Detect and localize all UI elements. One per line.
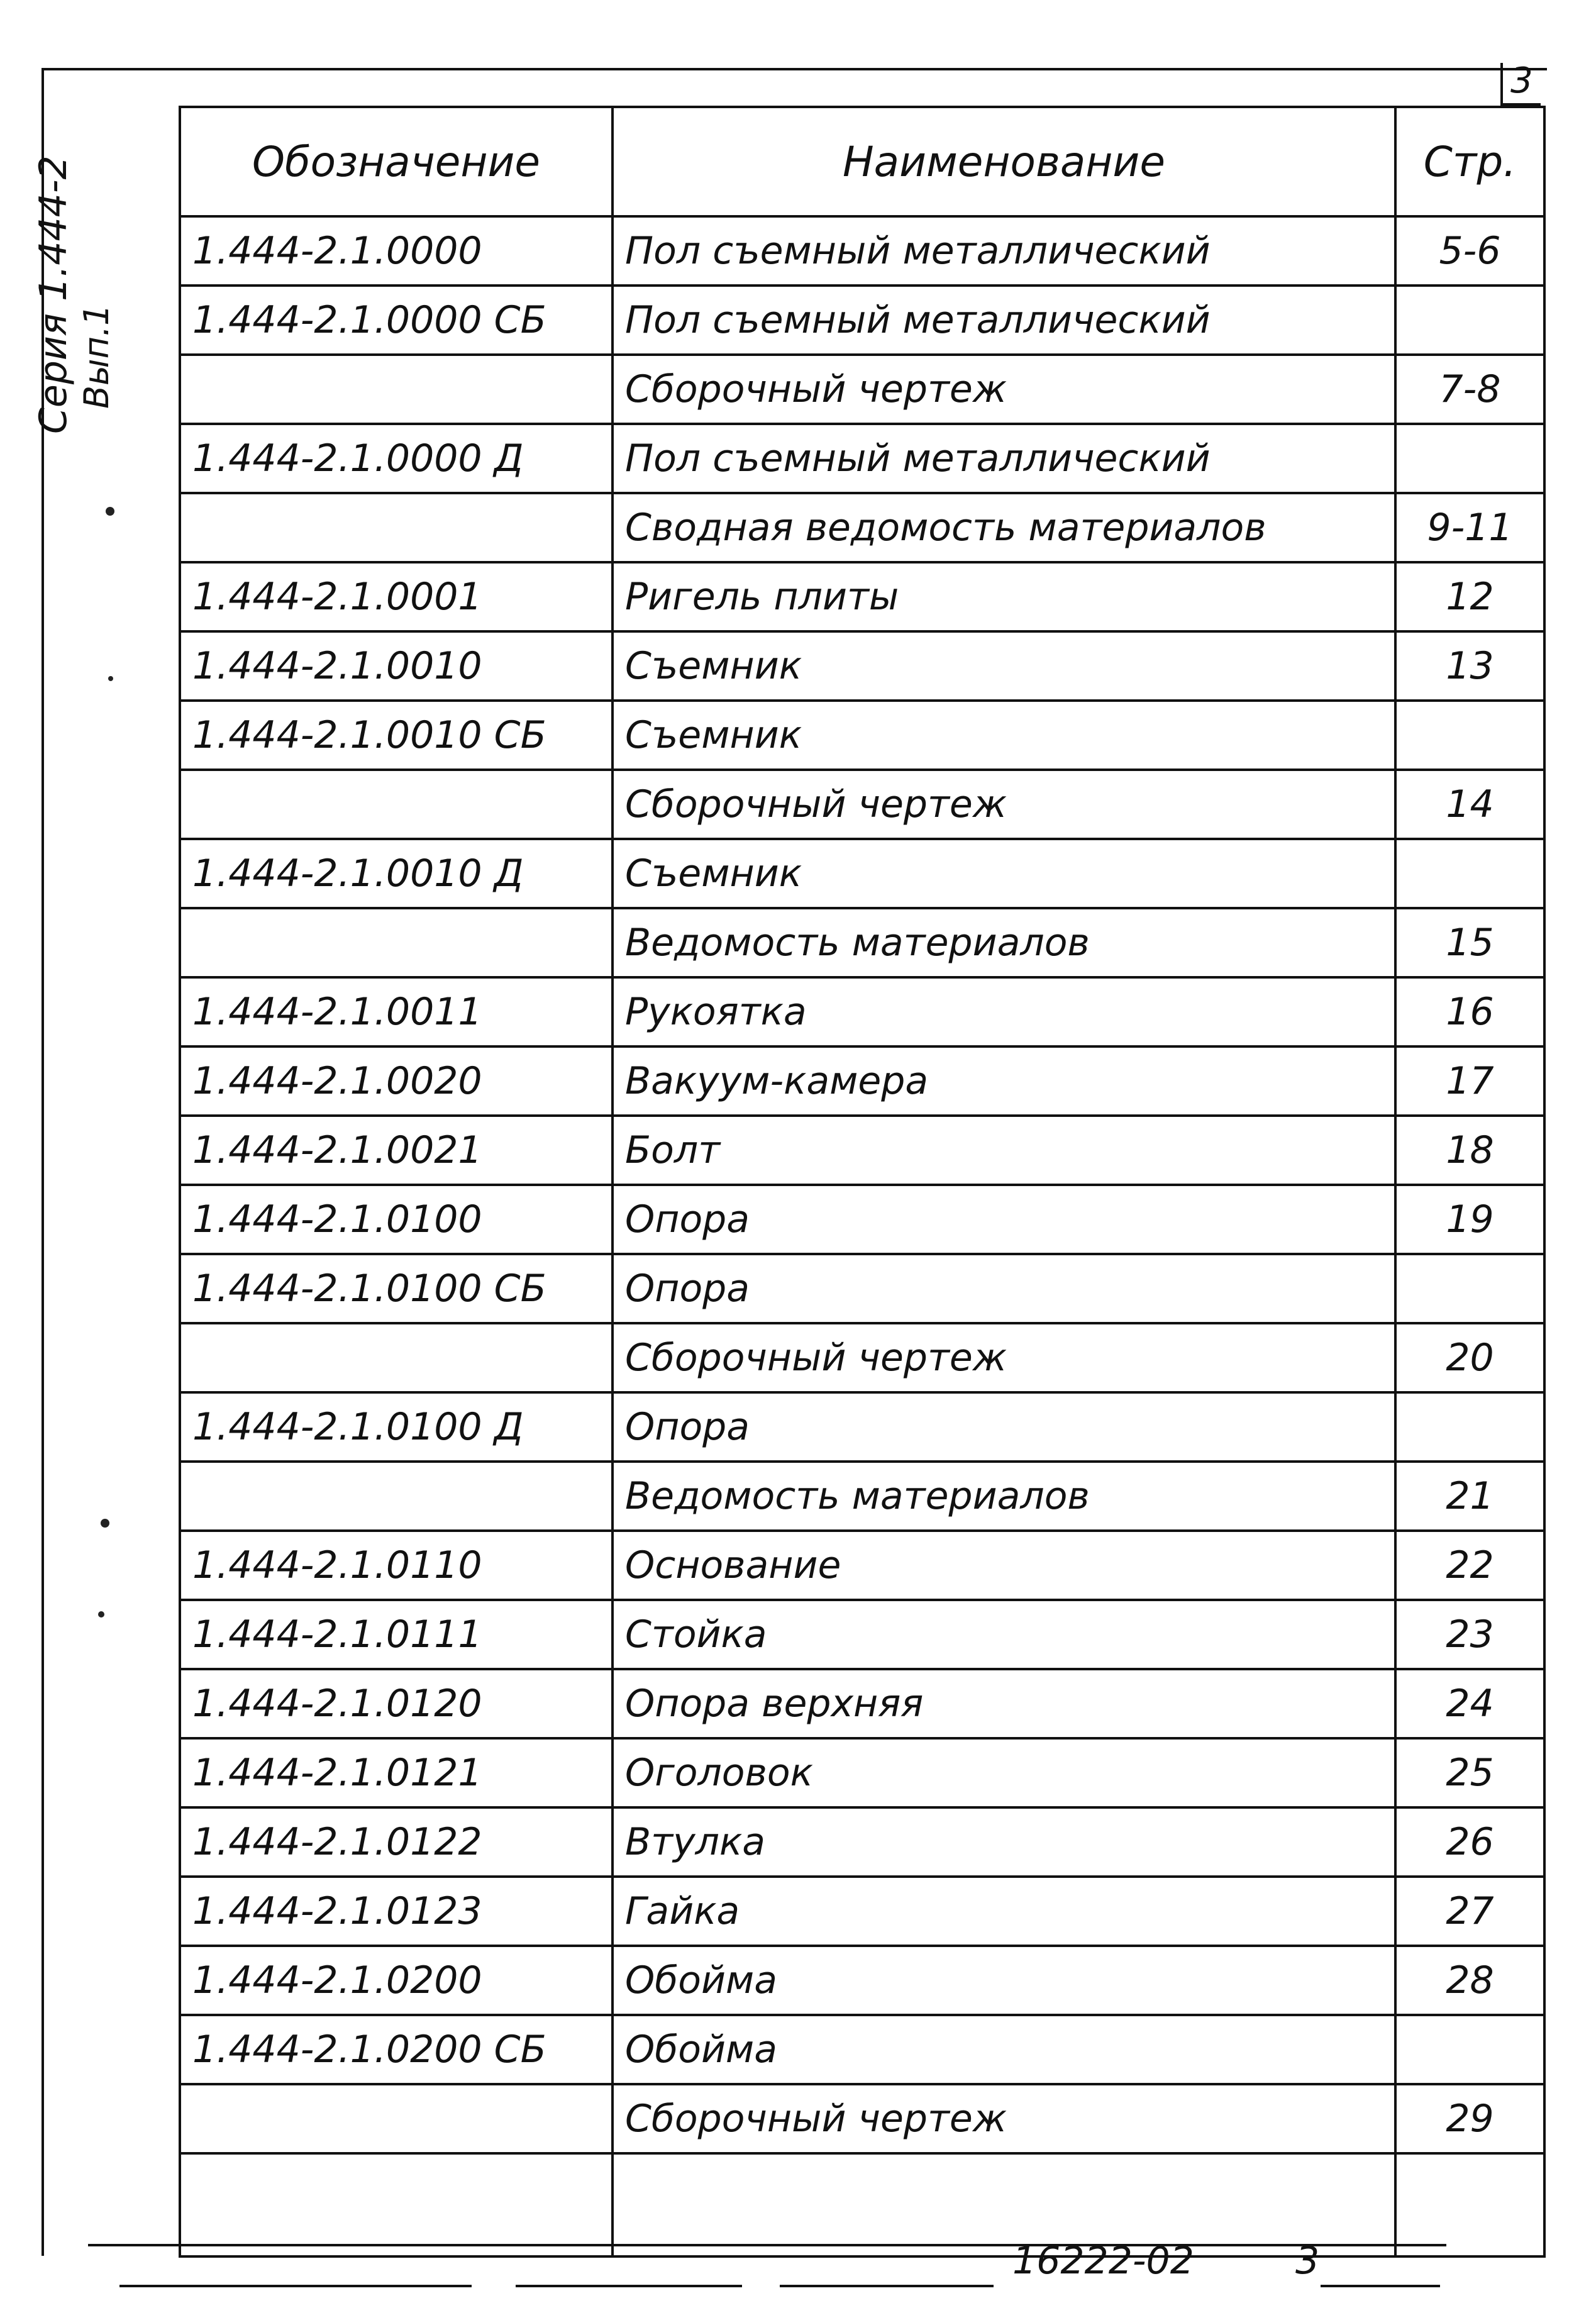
designation-cell — [180, 2084, 612, 2153]
designation-cell: 1.444-2.1.0100 СБ — [180, 1254, 612, 1323]
designation-cell: 1.444-2.1.0020 — [180, 1046, 612, 1116]
name-cell: Сборочный чертеж — [612, 355, 1395, 424]
designation-cell — [180, 908, 612, 977]
page-cell — [1395, 1254, 1544, 1323]
table-row — [180, 216, 1544, 286]
speck — [101, 1519, 109, 1528]
side-stamp-series: Серия 1.444-2 — [31, 155, 75, 434]
page-cell: 25 — [1395, 1738, 1544, 1807]
table-row — [180, 562, 1544, 631]
table-row — [180, 1946, 1544, 2015]
header-designation: Обозначение — [180, 107, 612, 216]
page-cell: 14 — [1395, 770, 1544, 839]
designation-cell: 1.444-2.1.0000 — [180, 216, 612, 286]
name-cell: Опора — [612, 1392, 1395, 1462]
page-cell: 26 — [1395, 1807, 1544, 1877]
designation-cell: 1.444-2.1.0010 — [180, 631, 612, 701]
page-cell: 28 — [1395, 1946, 1544, 2015]
designation-cell: 1.444-2.1.0100 — [180, 1185, 612, 1254]
page-cell: 29 — [1395, 2084, 1544, 2153]
name-cell: Сводная ведомость материалов — [612, 493, 1395, 562]
name-cell: Опора — [612, 1254, 1395, 1323]
table-row — [180, 1738, 1544, 1807]
contents-table — [179, 106, 1546, 2258]
name-cell: Обойма — [612, 2015, 1395, 2084]
page-cell: 23 — [1395, 1600, 1544, 1669]
page-cell — [1395, 424, 1544, 493]
name-cell: Пол съемный металлический — [612, 286, 1395, 355]
table-header-row — [180, 107, 1544, 216]
table-row — [180, 2015, 1544, 2084]
designation-cell: 1.444-2.1.0120 — [180, 1669, 612, 1738]
empty-cell — [612, 2153, 1395, 2256]
table-row — [180, 631, 1544, 701]
designation-cell: 1.444-2.1.0110 — [180, 1531, 612, 1600]
page-cell — [1395, 286, 1544, 355]
name-cell: Сборочный чертеж — [612, 1323, 1395, 1392]
page-cell: 24 — [1395, 1669, 1544, 1738]
designation-cell: 1.444-2.1.0010 СБ — [180, 701, 612, 770]
header-name: Наименование — [612, 107, 1395, 216]
table-row — [180, 1600, 1544, 1669]
designation-cell — [180, 1462, 612, 1531]
designation-cell: 1.444-2.1.0200 СБ — [180, 2015, 612, 2084]
table-row — [180, 839, 1544, 908]
page-cell: 21 — [1395, 1462, 1544, 1531]
footer-rule — [119, 2285, 472, 2287]
page-cell: 17 — [1395, 1046, 1544, 1116]
page-cell: 5-6 — [1395, 216, 1544, 286]
document-code: 16222-02 — [1012, 2239, 1194, 2283]
designation-cell: 1.444-2.1.0111 — [180, 1600, 612, 1669]
header-page: Стр. — [1395, 107, 1544, 216]
page-cell: 18 — [1395, 1116, 1544, 1185]
page-cell: 16 — [1395, 977, 1544, 1046]
table-row — [180, 1531, 1544, 1600]
name-cell: Обойма — [612, 1946, 1395, 2015]
table-row — [180, 1462, 1544, 1531]
name-cell: Вакуум-камера — [612, 1046, 1395, 1116]
speck — [106, 507, 114, 516]
page-cell — [1395, 839, 1544, 908]
name-cell: Ведомость материалов — [612, 908, 1395, 977]
table-row — [180, 1046, 1544, 1116]
name-cell: Основание — [612, 1531, 1395, 1600]
name-cell: Опора — [612, 1185, 1395, 1254]
speck — [98, 1611, 104, 1618]
speck — [108, 676, 113, 681]
page-cell — [1395, 2015, 1544, 2084]
page-cell: 7-8 — [1395, 355, 1544, 424]
page-cell: 27 — [1395, 1877, 1544, 1946]
table-row — [180, 286, 1544, 355]
footer-rule — [1321, 2285, 1440, 2287]
footer-sheet-number: 3 — [1295, 2239, 1320, 2283]
table-row — [180, 1392, 1544, 1462]
empty-cell — [180, 2153, 612, 2256]
name-cell: Сборочный чертеж — [612, 2084, 1395, 2153]
name-cell: Пол съемный металлический — [612, 424, 1395, 493]
name-cell: Гайка — [612, 1877, 1395, 1946]
name-cell: Ведомость материалов — [612, 1462, 1395, 1531]
page-cell: 9-11 — [1395, 493, 1544, 562]
name-cell: Ригель плиты — [612, 562, 1395, 631]
name-cell: Съемник — [612, 839, 1395, 908]
page-cell: 20 — [1395, 1323, 1544, 1392]
table-row — [180, 2084, 1544, 2153]
name-cell: Съемник — [612, 701, 1395, 770]
table-row — [180, 1877, 1544, 1946]
designation-cell — [180, 770, 612, 839]
table-row — [180, 977, 1544, 1046]
table-row — [180, 1254, 1544, 1323]
name-cell: Стойка — [612, 1600, 1395, 1669]
designation-cell: 1.444-2.1.0200 — [180, 1946, 612, 2015]
designation-cell — [180, 355, 612, 424]
page-cell — [1395, 701, 1544, 770]
empty-row — [180, 2153, 1544, 2256]
table-row — [180, 424, 1544, 493]
table-row — [180, 355, 1544, 424]
empty-cell — [1395, 2153, 1544, 2256]
footer-rule — [516, 2285, 742, 2287]
name-cell: Пол съемный металлический — [612, 216, 1395, 286]
page-cell: 22 — [1395, 1531, 1544, 1600]
side-stamp — [25, 119, 119, 447]
page-cell: 15 — [1395, 908, 1544, 977]
name-cell: Втулка — [612, 1807, 1395, 1877]
table-row — [180, 1116, 1544, 1185]
name-cell: Болт — [612, 1116, 1395, 1185]
designation-cell: 1.444-2.1.0011 — [180, 977, 612, 1046]
name-cell: Опора верхняя — [612, 1669, 1395, 1738]
name-cell: Оголовок — [612, 1738, 1395, 1807]
page-cell: 12 — [1395, 562, 1544, 631]
page-cell: 19 — [1395, 1185, 1544, 1254]
name-cell: Съемник — [612, 631, 1395, 701]
table-row — [180, 908, 1544, 977]
designation-cell: 1.444-2.1.0010 Д — [180, 839, 612, 908]
table-row — [180, 1807, 1544, 1877]
page-cell: 13 — [1395, 631, 1544, 701]
name-cell: Рукоятка — [612, 977, 1395, 1046]
table-row — [180, 1185, 1544, 1254]
designation-cell: 1.444-2.1.0001 — [180, 562, 612, 631]
designation-cell — [180, 1323, 612, 1392]
page-cell — [1395, 1392, 1544, 1462]
designation-cell: 1.444-2.1.0122 — [180, 1807, 612, 1877]
footer-rule — [780, 2285, 994, 2287]
side-stamp-issue: Вып.1 — [77, 304, 116, 409]
designation-cell — [180, 493, 612, 562]
table-row — [180, 1669, 1544, 1738]
sheet-number: 3 — [1510, 60, 1533, 101]
designation-cell: 1.444-2.1.0000 Д — [180, 424, 612, 493]
table-row — [180, 701, 1544, 770]
table-row — [180, 493, 1544, 562]
designation-cell: 1.444-2.1.0000 СБ — [180, 286, 612, 355]
table-row — [180, 1323, 1544, 1392]
designation-cell: 1.444-2.1.0123 — [180, 1877, 612, 1946]
designation-cell: 1.444-2.1.0100 Д — [180, 1392, 612, 1462]
name-cell: Сборочный чертеж — [612, 770, 1395, 839]
designation-cell: 1.444-2.1.0021 — [180, 1116, 612, 1185]
designation-cell: 1.444-2.1.0121 — [180, 1738, 612, 1807]
table-row — [180, 770, 1544, 839]
